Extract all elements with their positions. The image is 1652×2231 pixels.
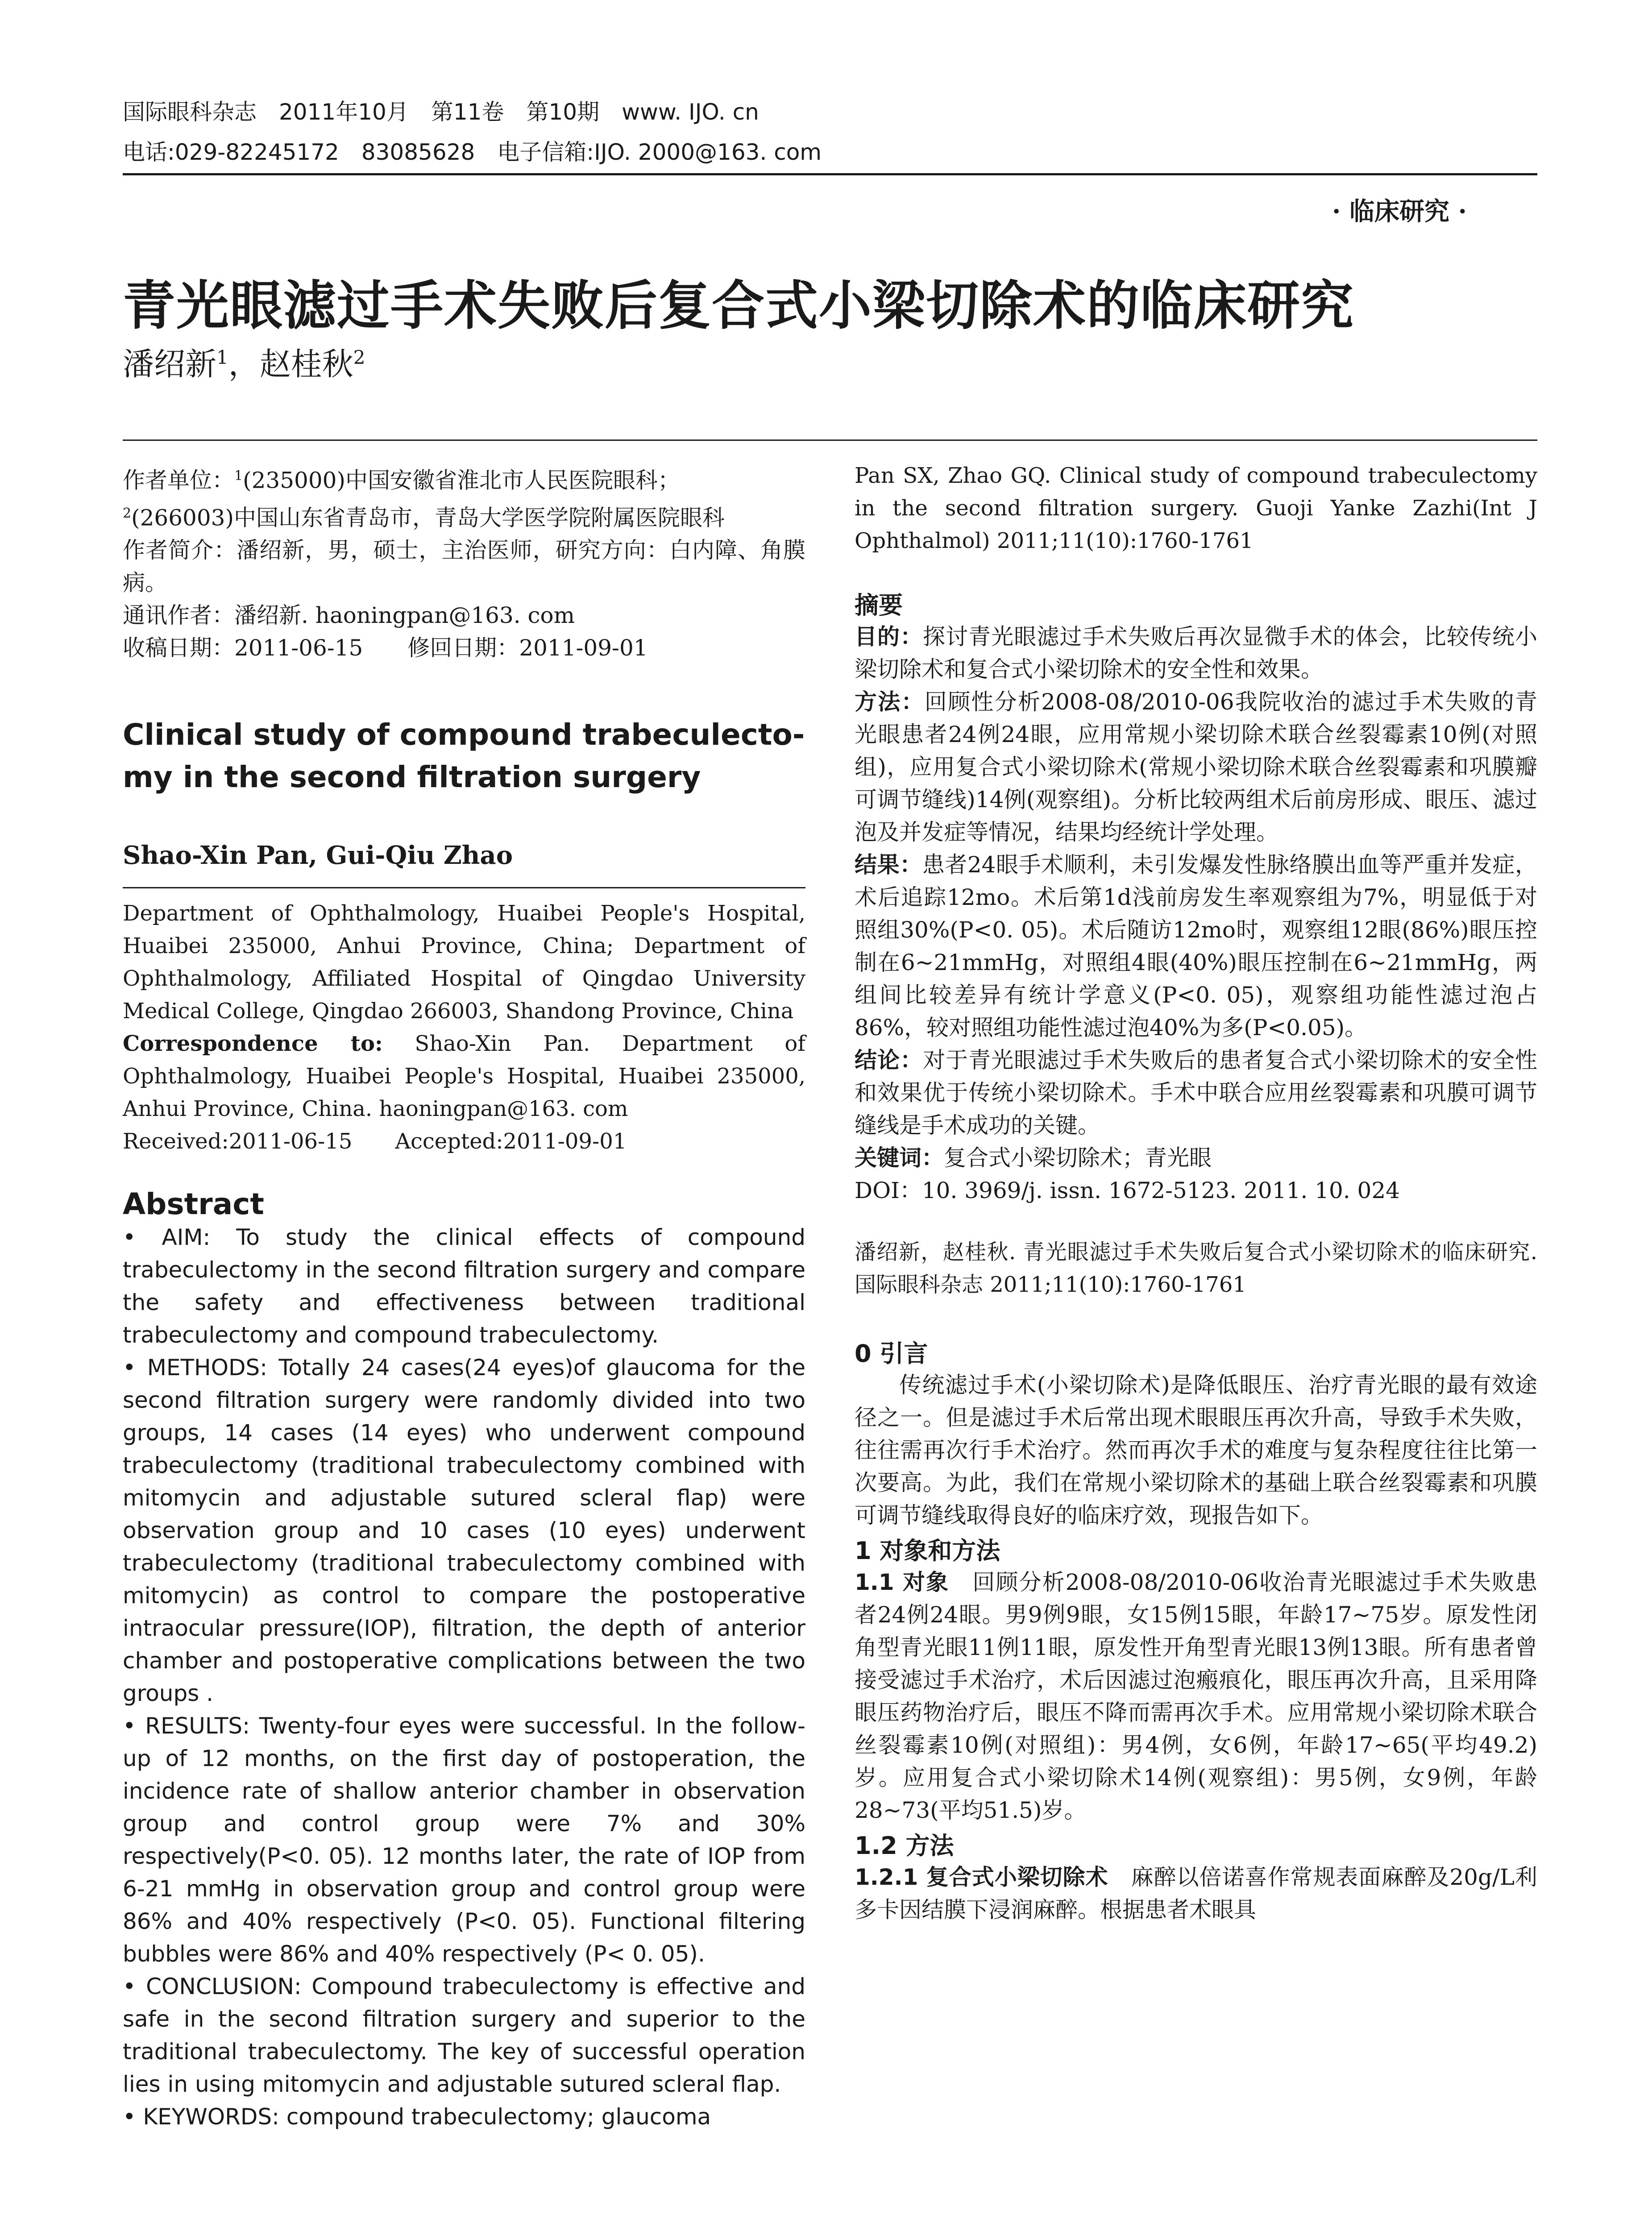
affiliation-1: 作者单位：$^1$(235000)中国安徽省淮北市人民医院眼科； xyxy=(123,467,680,493)
author-bio: 作者简介：潘绍新，男，硕士，主治医师，研究方向：白内障、角膜病。 xyxy=(123,537,805,596)
doi: DOI：10. 3969/j. issn. 1672-5123. 2011. 10. 024 xyxy=(855,1178,1400,1203)
right-column xyxy=(855,460,1537,1926)
abstract-aim: • AIM: To study the clinical effects of compound trabeculectomy in the second filtration surgery and compare the safety and effectiveness between traditional trabeculectomy and compound trabeculectomy. xyxy=(123,1224,805,1348)
author-2: 赵桂秋 xyxy=(259,346,353,382)
section-1-heading: 1 对象和方法 xyxy=(855,1537,1000,1565)
cn-objective: 目的：探讨青光眼滤过手术失败后再次显微手术的体会，比较传统小梁切除术和复合式小梁切除术的安全性和效果。 xyxy=(855,624,1538,682)
header-rule xyxy=(123,173,1537,175)
citation-english: Pan SX, Zhao GQ. Clinical study of compound trabeculectomy in the second filtration surgery. Guoji Yanke Zazhi(Int J Ophthalmol) 2011;11(10):1760-1761 xyxy=(855,463,1537,553)
section-1-2-heading: 1.2 方法 xyxy=(855,1832,954,1860)
abstract-methods: • METHODS: Totally 24 cases(24 eyes)of glaucoma for the second filtration surgery were randomly divided into two groups, 14 cases (14 eyes) who underwent compound trabeculectomy (traditional trabeculectomy combined with mitomycin and adjustable sutured scleral flap) were observation group and 10 cases (10 eyes) underwent trabeculectomy (traditional trabeculectomy combined with mitomycin) as control to compare the postoperative intraocular pressure(IOP), filtration, the depth of anterior chamber and postoperative complications between the two groups . xyxy=(123,1355,805,1707)
article-title: 青光眼滤过手术失败后复合式小梁切除术的临床研究 xyxy=(123,275,1355,336)
citation-chinese: 潘绍新，赵桂秋. 青光眼滤过手术失败后复合式小梁切除术的临床研究. 国际眼科杂志 2011;11(10):1760-1761 xyxy=(855,1240,1537,1297)
affiliation-2: $^2$(266003)中国山东省青岛市，青岛大学医学院附属医院眼科 xyxy=(123,505,725,531)
section-1-1: 1.1 对象 回顾分析2008-08/2010-06收治青光眼滤过手术失败患者24例24眼。男9例9眼，女15例15眼，年龄17~75岁。原发性闭角型青光眼11例11眼，原发性开角型青光眼13例13眼。所有患者曾接受滤过手术治疗，术后因滤过泡瘢痕化，眼压再次升高，且采用降眼压药物治疗后，眼压不降而需再次手术。应用常规小梁切除术联合丝裂霉素10例(对照组)：男4例，女6例，年龄17~65(平均49.2)岁。应用复合式小梁切除术14例(观察组)：男5例，女9例，年龄28~73(平均51.5)岁。 xyxy=(855,1569,1538,1823)
corresponding-author: 通讯作者：潘绍新. haoningpan@163. com xyxy=(123,602,575,629)
cn-results: 结果：患者24眼手术顺利，未引发爆发性脉络膜出血等严重并发症，术后追踪12mo。术后第1d浅前房发生率观察组为7%，明显低于对照组30%(P<0. 05)。术后随访12mo时，观察组12眼(86%)眼压控制在6~21mmHg，对照组4眼(40%)眼压控制在6~21mmHg，两组间比较差异有统计学意义(P<0. 05)，观察组功能性滤过泡占86%，较对照组功能性滤过泡40%为多(P<0.05)。 xyxy=(855,852,1538,1041)
english-title: Clinical study of compound trabeculecto-my in the second filtration surgery xyxy=(123,717,805,795)
intro-heading: 0 引言 xyxy=(855,1339,928,1368)
english-affiliation: Department of Ophthalmology, Huaibei People's Hospital, Huaibei 235000, Anhui Province, China; Department of Ophthalmology, Affiliated Hospital of Qingdao University Medical College, Qingdao 266003, Shandong Province, China xyxy=(123,901,805,1024)
journal-info-line: 国际眼科杂志 2011年10月 第11卷 第10期 www. IJO. cn xyxy=(123,99,759,125)
abstract-heading: Abstract xyxy=(123,1187,264,1222)
received-dates-cn: 收稿日期：2011-06-15 修回日期：2011-09-01 xyxy=(123,635,648,661)
author-line xyxy=(123,339,365,384)
abstract-results: • RESULTS: Twenty-four eyes were successful. In the follow-up of 12 months, on the first day of postoperation, the incidence rate of shallow anterior chamber in observation group and control group were 7% and 30% respectively(P<0. 05). 12 months later, the rate of IOP from 6-21 mmHg in observation group and control group were 86% and 40% respectively (P<0. 05). Functional filtering bubbles were 86% and 40% respectively (P< 0. 05). xyxy=(123,1713,805,1967)
author-1-sup: 1 xyxy=(216,346,228,369)
intro-paragraph: 传统滤过手术(小梁切除术)是降低眼压、治疗青光眼的最有效途径之一。但是滤过手术后常出现术眼眼压再次升高，导致手术失败，往往需再次行手术治疗。然而再次手术的难度与复杂程度往往比第一次要高。为此，我们在常规小梁切除术的基础上联合丝裂霉素和巩膜可调节缝线取得良好的临床疗效，现报告如下。 xyxy=(855,1372,1537,1528)
correspondence: Correspondence to: Shao-Xin Pan. Department of Ophthalmology, Huaibei People's Hospital, Huaibei 235000, Anhui Province, China. haoningpan@163. com xyxy=(123,1031,806,1122)
received-accepted: Received:2011-06-15 Accepted:2011-09-01 xyxy=(123,1129,627,1154)
cn-abstract-heading: 摘要 xyxy=(855,591,903,619)
author-1: 潘绍新 xyxy=(123,346,216,382)
section-1-2-1: 1.2.1 复合式小梁切除术 麻醉以倍诺喜作常规表面麻醉及20g/L利多卡因结膜下浸润麻醉。根据患者术眼具 xyxy=(855,1864,1537,1923)
abstract-keywords: • KEYWORDS: compound trabeculectomy; glaucoma xyxy=(123,2104,711,2130)
journal-contact-line: 电话:029-82245172 83085628 电子信箱:IJO. 2000@163. com xyxy=(123,139,822,165)
english-authors: Shao-Xin Pan, Gui-Qiu Zhao xyxy=(123,841,513,871)
left-column xyxy=(123,460,805,2133)
abstract-conclusion: • CONCLUSION: Compound trabeculectomy is effective and safe in the second filtration surgery and superior to the traditional trabeculectomy. The key of successful operation lies in using mitomycin and adjustable sutured scleral flap. xyxy=(123,1974,805,2098)
en-authors-rule xyxy=(123,870,805,888)
cn-methods: 方法：回顾性分析2008-08/2010-06我院收治的滤过手术失败的青光眼患者24例24眼，应用常规小梁切除术联合丝裂霉素10例(对照组)，应用复合式小梁切除术(常规小梁切除术联合丝裂霉素和巩膜瓣可调节缝线)14例(观察组)。分析比较两组术后前房形成、眼压、滤过泡及并发症等情况，结果均经统计学处理。 xyxy=(855,689,1538,845)
title-rule xyxy=(123,440,1537,441)
section-tag: · 临床研究 · xyxy=(1332,197,1467,226)
cn-keywords: 关键词：复合式小梁切除术；青光眼 xyxy=(855,1145,1212,1171)
author-2-sup: 2 xyxy=(353,346,365,369)
author-separator: ， xyxy=(228,346,260,382)
cn-conclusion: 结论：对于青光眼滤过手术失败后的患者复合式小梁切除术的安全性和效果优于传统小梁切除术。手术中联合应用丝裂霉素和巩膜可调节缝线是手术成功的关键。 xyxy=(855,1047,1538,1138)
